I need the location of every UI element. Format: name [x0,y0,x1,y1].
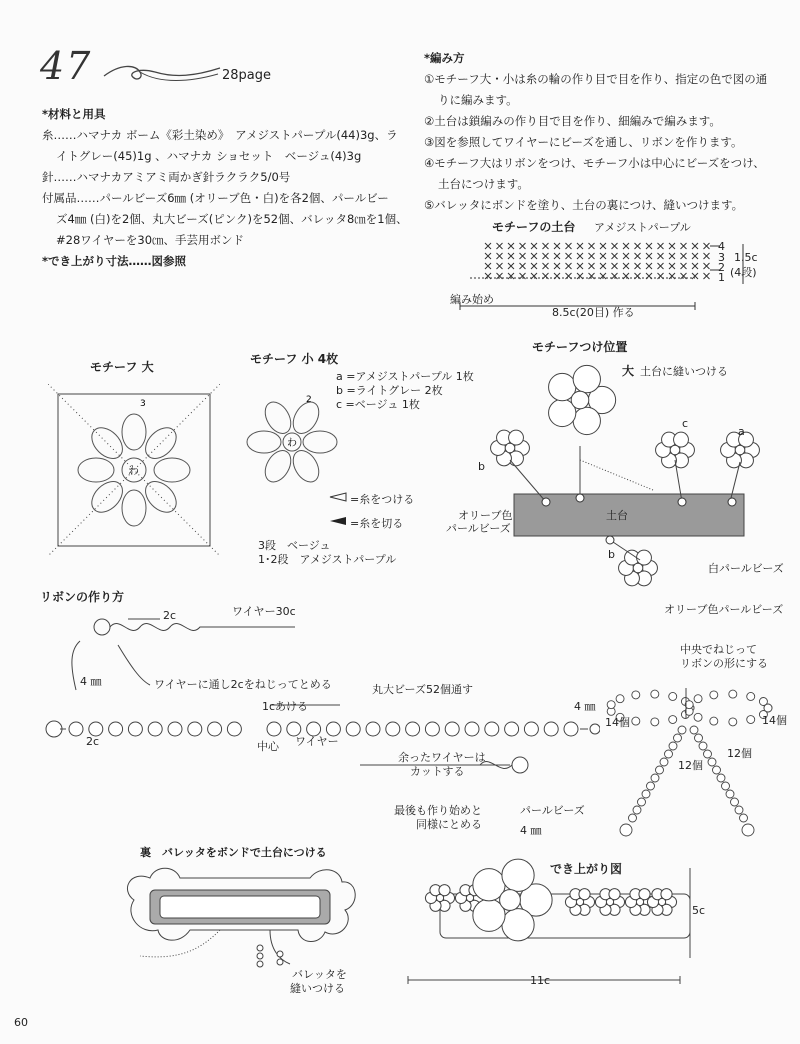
bow-count-14-right: 14個 [762,714,787,727]
method-step1-line2: りに編みます。 [438,93,518,107]
placement-label-a: a [738,425,745,438]
bow-note-line2: リボンの形にする [680,657,768,670]
motif-small-color-a: a =アメジストパープル 1枚 [336,370,474,383]
method-section [424,48,767,216]
ribbon-2c-bottom: 2c [86,735,100,748]
back-title: 裏 バレッタをボンドで土台につける [140,846,327,859]
placement-diagram [470,350,770,620]
base-row-1: 1 [718,271,725,284]
base-row-2: 2 [718,261,725,274]
motif-large-row3: 3 [140,399,146,409]
base-rows: (4段) [730,266,757,279]
ribbon-diagram [40,605,600,845]
ribbon-pearl-mm: 4 ㎜ [520,824,542,837]
flourish-ornament [100,58,225,88]
base-chart-color: アメジストパープル [594,221,691,234]
ribbon-wire-length: ワイヤー30c [232,605,296,618]
ribbon-4mm-left: 4 ㎜ [80,675,102,688]
finished-size-note: *でき上がり寸法……図参照 [42,254,187,268]
placement-olive-line1: オリーブ色 [458,509,513,522]
materials-accessories-line2: ズ4㎜ (白)を2個、丸大ビーズ(ピンク)を52個、バレッタ8㎝を1個、 [56,212,408,226]
finished-height: 5c [692,904,706,917]
placement-olive-pearls: オリーブ色パールビーズ [664,603,784,616]
cut-yarn-legend: =糸を切る [350,517,404,530]
ribbon-twist-note: ワイヤーに通し2cをねじってとめる [154,678,332,691]
page-reference: 28page [222,68,272,83]
base-chart-title: モチーフの土台 [492,220,576,234]
bow-count-12-b: 12個 [727,747,752,760]
ribbon-excess-line1: 余ったワイヤーは [398,751,486,764]
pattern-number: 47 [40,44,93,88]
motif-large-title: モチーフ 大 [90,360,154,374]
finished-diagram [400,858,730,1008]
motif-small-color-c: c =ベージュ 1枚 [336,398,420,411]
motif-small-row2: 2 [306,395,312,405]
method-step1-line1: ①モチーフ大・小は糸の輪の作り目で目を作り、指定の色で図の通 [424,72,768,86]
materials-yarn-line1: 糸……ハマナカ ボーム《彩土染め》 アメジストパープル(44)3g、ラ [42,128,398,142]
placement-label-b1: b [478,460,485,473]
placement-large-note: 土台に縫いつける [640,365,728,378]
placement-white-pearls: 白パールビーズ [708,562,784,575]
method-step5: ⑤バレッタにボンドを塗り、土台の裏につけ、縫いつけます。 [424,198,744,212]
motif-small-color-b: b =ライトグレー 2枚 [336,384,443,397]
ribbon-gap: 1cあける [262,700,309,713]
placement-title: モチーフつけ位置 [532,340,628,354]
method-title: *編み方 [424,51,465,65]
ribbon-wire: ワイヤー [295,735,339,748]
base-start-label: 編み始め [450,293,494,306]
finished-title: でき上がり図 [550,862,623,876]
ribbon-center: 中心 [257,740,279,753]
attach-yarn-icon [328,492,348,502]
base-row-4: 4 [718,240,725,253]
motif-row12-color: 1･2段 アメジストパープル [258,553,397,566]
materials-needle: 針……ハマナカアミアミ両かぎ針ラクラク5/0号 [42,170,291,184]
method-step4-line2: 土台につけます。 [438,177,529,191]
cut-yarn-icon [328,516,348,526]
ribbon-bead-count: 丸大ビーズ52個通す [372,683,474,696]
ribbon-2c-top: 2c [163,609,177,622]
materials-title: *材料と用具 [42,107,106,121]
motif-large-chart [48,384,220,556]
base-height: 1.5c [734,251,758,264]
motif-row3-color: 3段 ベージュ [258,539,331,552]
materials-accessories-line3: #28ワイヤーを30㎝、手芸用ボンド [56,233,245,247]
method-step2: ②土台は鎖編みの作り目で目を作り、細編みで編みます。 [424,114,721,128]
motif-large-center: わ [128,464,139,477]
attach-yarn-legend: =糸をつける [350,493,415,506]
placement-olive-line2: パールビーズ [446,522,511,535]
motif-small-chart [242,390,342,494]
ribbon-last-line1: 最後も作り始めと [394,804,482,817]
placement-label-c: c [682,417,689,430]
placement-large-label: 大 [622,364,635,378]
ribbon-4mm-right: 4 ㎜ [574,700,596,713]
placement-label-b2: b [608,548,615,561]
ribbon-excess-line2: カットする [410,765,465,778]
bow-note-line1: 中央でねじって [680,643,757,656]
ribbon-pearl: パールビーズ [520,804,585,817]
placement-base-label: 土台 [606,509,628,522]
ribbon-last-line2: 同様にとめる [416,818,482,831]
materials-accessories-line1: 付属品……パールビーズ6㎜ (オリーブ色・白)を各2個、パールビー [42,191,389,205]
method-step4-line1: ④モチーフ大はリボンをつけ、モチーフ小は中心にビーズをつけ、 [424,156,765,170]
materials-yarn-line2: イトグレー(45)1g 、ハマナカ ショセット ベージュ(4)3g [56,149,362,163]
method-step3: ③図を参照してワイヤーにビーズを通し、リボンを作ります。 [424,135,743,149]
base-row-3: 3 [718,251,725,264]
motif-small-center: わ [287,438,297,449]
page-number: 60 [14,1016,28,1029]
back-sew-line1: バレッタを [292,968,347,981]
finished-width: 11c [530,974,551,987]
bow-count-14-left: 14個 [605,716,630,729]
base-width: 8.5c(20目) 作る [552,306,635,319]
ribbon-title: リボンの作り方 [40,590,125,604]
materials-section [42,104,408,272]
bow-count-12-a: 12個 [678,759,703,772]
motif-small-title: モチーフ 小 4枚 [250,352,339,366]
back-sew-line2: 縫いつける [290,982,345,995]
